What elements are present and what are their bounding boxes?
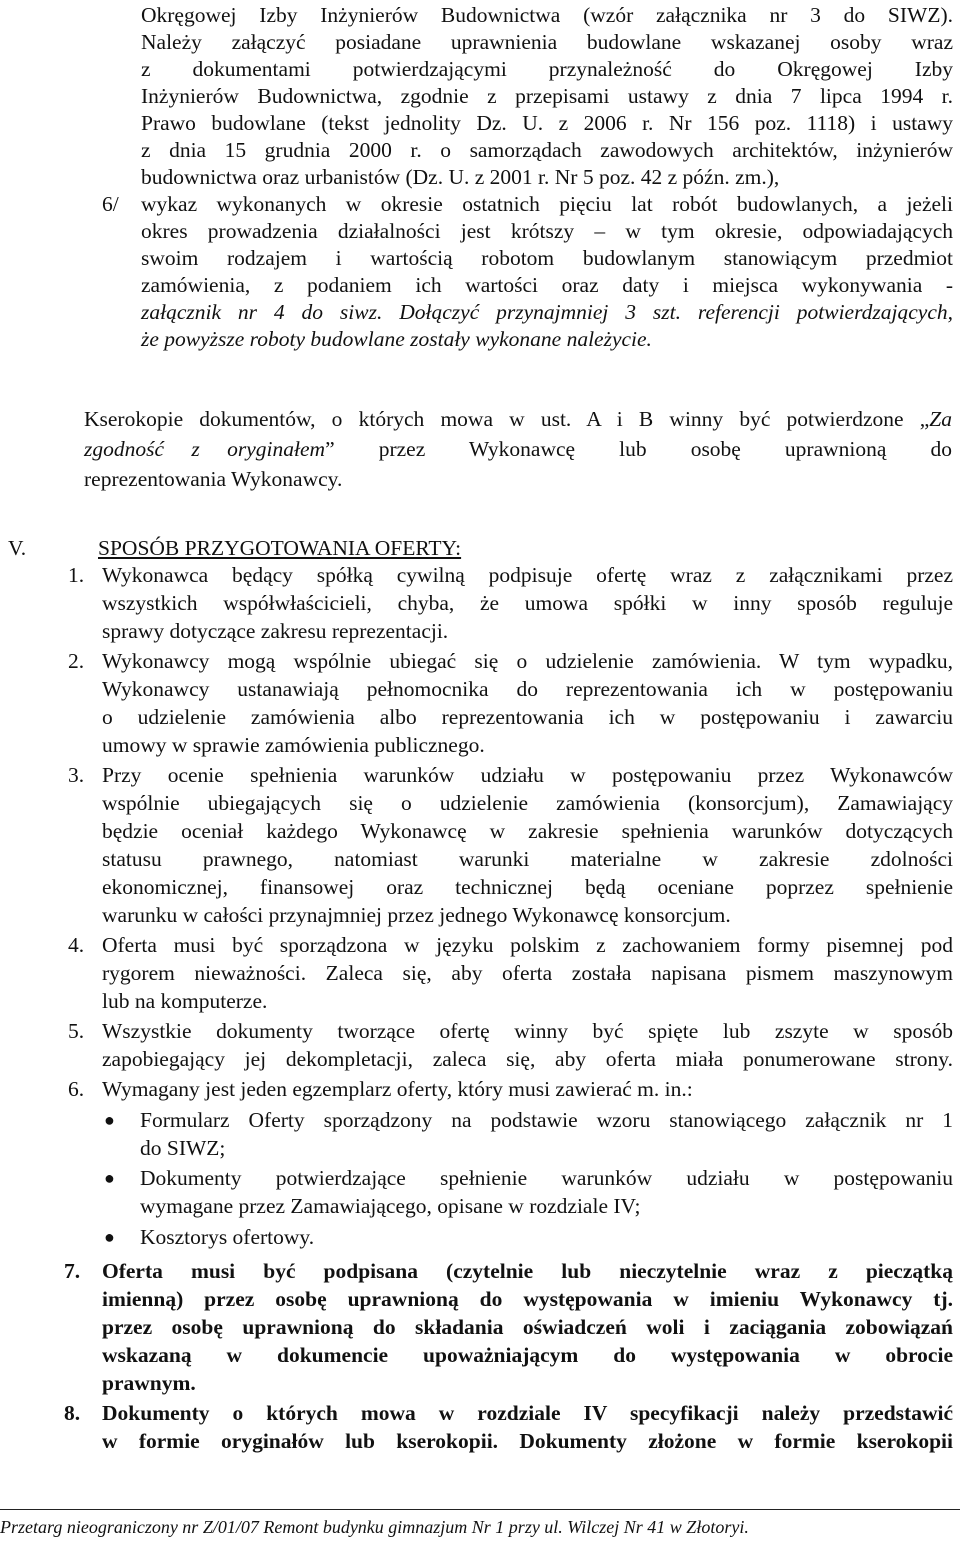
kserokopie-italic: zgodność z oryginałem — [84, 437, 326, 461]
item6-line: zamówienia, z podaniem ich wartości oraz daty i miejsca wykonywania - — [141, 273, 953, 297]
item-number: 5. — [68, 1019, 85, 1043]
bold-item-line: przez osobę uprawnioną do składania oświadczeń woli i zaciągania zobowiązań — [102, 1315, 953, 1339]
item-number: 8. — [64, 1401, 81, 1425]
kserokopie-text: ” przez Wykonawcę lub osobę uprawnioną do — [325, 437, 952, 461]
section-number: V. — [8, 536, 27, 560]
item-line: Oferta musi być sporządzona w języku polskim z zachowaniem formy pisemnej pod — [102, 933, 953, 957]
item-number: 4. — [68, 933, 85, 957]
item-line: Wykonawcy ustanawiają pełnomocnika do reprezentowania ich w postępowaniu — [102, 677, 953, 701]
item6-italic-line: załącznik nr 4 do siwz. Dołączyć przynajmniej 3 szt. referencji potwierdzających, — [141, 300, 953, 324]
kserokopie-italic: Za — [929, 407, 952, 431]
top-line: z dokumentami potwierdzającymi przynależność do Okręgowej Izby — [141, 57, 953, 81]
item-number: 6/ — [102, 192, 119, 216]
top-line: budownictwa oraz urbanistów (Dz. U. z 2001 r. Nr 5 poz. 42 z późn. zm.), — [141, 165, 780, 189]
bold-item-line: Dokumenty o których mowa w rozdziale IV specyfikacji należy przedstawić — [102, 1401, 953, 1425]
kserokopie-line — [84, 406, 952, 433]
top-line: Prawo budowlane (tekst jednolity Dz. U. z 2006 r. Nr 156 poz. 1118) i ustawy — [141, 111, 953, 135]
item-line: Przy ocenie spełnienia warunków udziału w postępowaniu przez Wykonawców — [102, 763, 953, 787]
footer-divider — [0, 1509, 960, 1510]
bullet-line: wymagane przez Zamawiającego, opisane w rozdziale IV; — [140, 1194, 641, 1218]
item6-line: okres prowadzenia działalności jest krótszy – w tym okresie, odpowiadających — [141, 219, 953, 243]
item-line: sprawy dotyczące zakresu reprezentacji. — [102, 619, 449, 643]
item-line: będzie oceniał każdego Wykonawcę w zakresie spełnienia warunków dotyczących — [102, 819, 953, 843]
bullet-dot: ● — [104, 1227, 115, 1247]
item-line: Wszystkie dokumenty tworzące ofertę winny być spięte lub zszyte w sposób — [102, 1019, 953, 1043]
item-line: Wykonawca będący spółką cywilną podpisuje ofertę wraz z załącznikami przez — [102, 563, 953, 587]
bullet-line: Dokumenty potwierdzające spełnienie warunków udziału w postępowaniu — [140, 1166, 953, 1190]
item-line: wspólnie ubiegających się o udzielenie zamówienia (konsorcjum), Zamawiający — [102, 791, 953, 815]
bullet-line: Formularz Oferty sporządzony na podstawie wzoru stanowiącego załącznik nr 1 — [140, 1108, 953, 1132]
item-line: statusu prawnego, natomiast warunki materialne w zakresie zdolności — [102, 847, 953, 871]
item-number: 6. — [68, 1077, 85, 1101]
item-line: warunku w całości przynajmniej przez jednego Wykonawcę konsorcjum. — [102, 903, 731, 927]
item6-line: wykaz wykonanych w okresie ostatnich pięciu lat robót budowlanych, a jeżeli — [141, 192, 953, 216]
bold-item-line: imienną) przez osobę uprawnioną do występowania w imieniu Wykonawcy tj. — [102, 1287, 953, 1311]
bullet-line: do SIWZ; — [140, 1136, 226, 1160]
item-number: 3. — [68, 763, 85, 787]
bold-item-line: wskazaną w dokumencie upoważniającym do występowania w obrocie — [102, 1343, 953, 1367]
kserokopie-line: reprezentowania Wykonawcy. — [84, 467, 343, 491]
bullet-dot: ● — [104, 1168, 115, 1188]
item-number: 1. — [68, 563, 85, 587]
top-line: z dnia 15 grudnia 2000 r. o samorządach zawodowych architektów, inżynierów — [141, 138, 953, 162]
item-number: 7. — [64, 1259, 81, 1283]
item-number: 2. — [68, 649, 85, 673]
section-title: SPOSÓB PRZYGOTOWANIA OFERTY: — [98, 536, 462, 560]
kserokopie-line — [84, 436, 952, 463]
bullet-dot: ● — [104, 1110, 115, 1130]
item-line: wszystkich współwłaścicieli, chyba, że umowa spółki w inny sposób reguluje — [102, 591, 953, 615]
item-line: Wymagany jest jeden egzemplarz oferty, który musi zawierać m. in.: — [102, 1077, 693, 1101]
item6-italic-line: że powyższe roboty budowlane zostały wykonane należycie. — [141, 327, 652, 351]
item-line: lub na komputerze. — [102, 989, 268, 1013]
item-line: umowy w sprawie zamówienia publicznego. — [102, 733, 485, 757]
kserokopie-text: Kserokopie dokumentów, o których mowa w ust. A i B winny być potwierdzone „ — [84, 407, 930, 431]
item-line: zapobiegający jej dekompletacji, zaleca się, aby oferta miała ponumerowane strony. — [102, 1047, 953, 1071]
page-footer: Przetarg nieograniczony nr Z/01/07 Remont budynku gimnazjum Nr 1 przy ul. Wilczej Nr 41 w Złotoryi. — [0, 1517, 749, 1537]
item-line: rygorem nieważności. Zaleca się, aby oferta została napisana pismem maszynowym — [102, 961, 953, 985]
item-line: o udzielenie zamówienia albo reprezentowania ich w postępowaniu i zawarciu — [102, 705, 953, 729]
top-line: Okręgowej Izby Inżynierów Budownictwa (wzór załącznika nr 3 do SIWZ). — [141, 3, 953, 27]
item-line: ekonomicznej, finansowej oraz technicznej będą oceniane poprzez spełnienie — [102, 875, 953, 899]
top-line: Należy załączyć posiadane uprawnienia budowlane wskazanej osoby wraz — [141, 30, 953, 54]
top-line: Inżynierów Budownictwa, zgodnie z przepisami ustawy z dnia 7 lipca 1994 r. — [141, 84, 953, 108]
item6-line: swoim rodzajem i wartością robotom budowlanym stanowiącym przedmiot — [141, 246, 953, 270]
bold-item-line: Oferta musi być podpisana (czytelnie lub nieczytelnie wraz z pieczątką — [102, 1259, 953, 1283]
item-line: Wykonawcy mogą wspólnie ubiegać się o udzielenie zamówienia. W tym wypadku, — [102, 649, 953, 673]
bold-item-line: w formie oryginałów lub kserokopii. Dokumenty złożone w formie kserokopii — [102, 1429, 953, 1453]
bullet-line: Kosztorys ofertowy. — [140, 1225, 315, 1249]
bold-item-line: prawnym. — [102, 1371, 196, 1395]
